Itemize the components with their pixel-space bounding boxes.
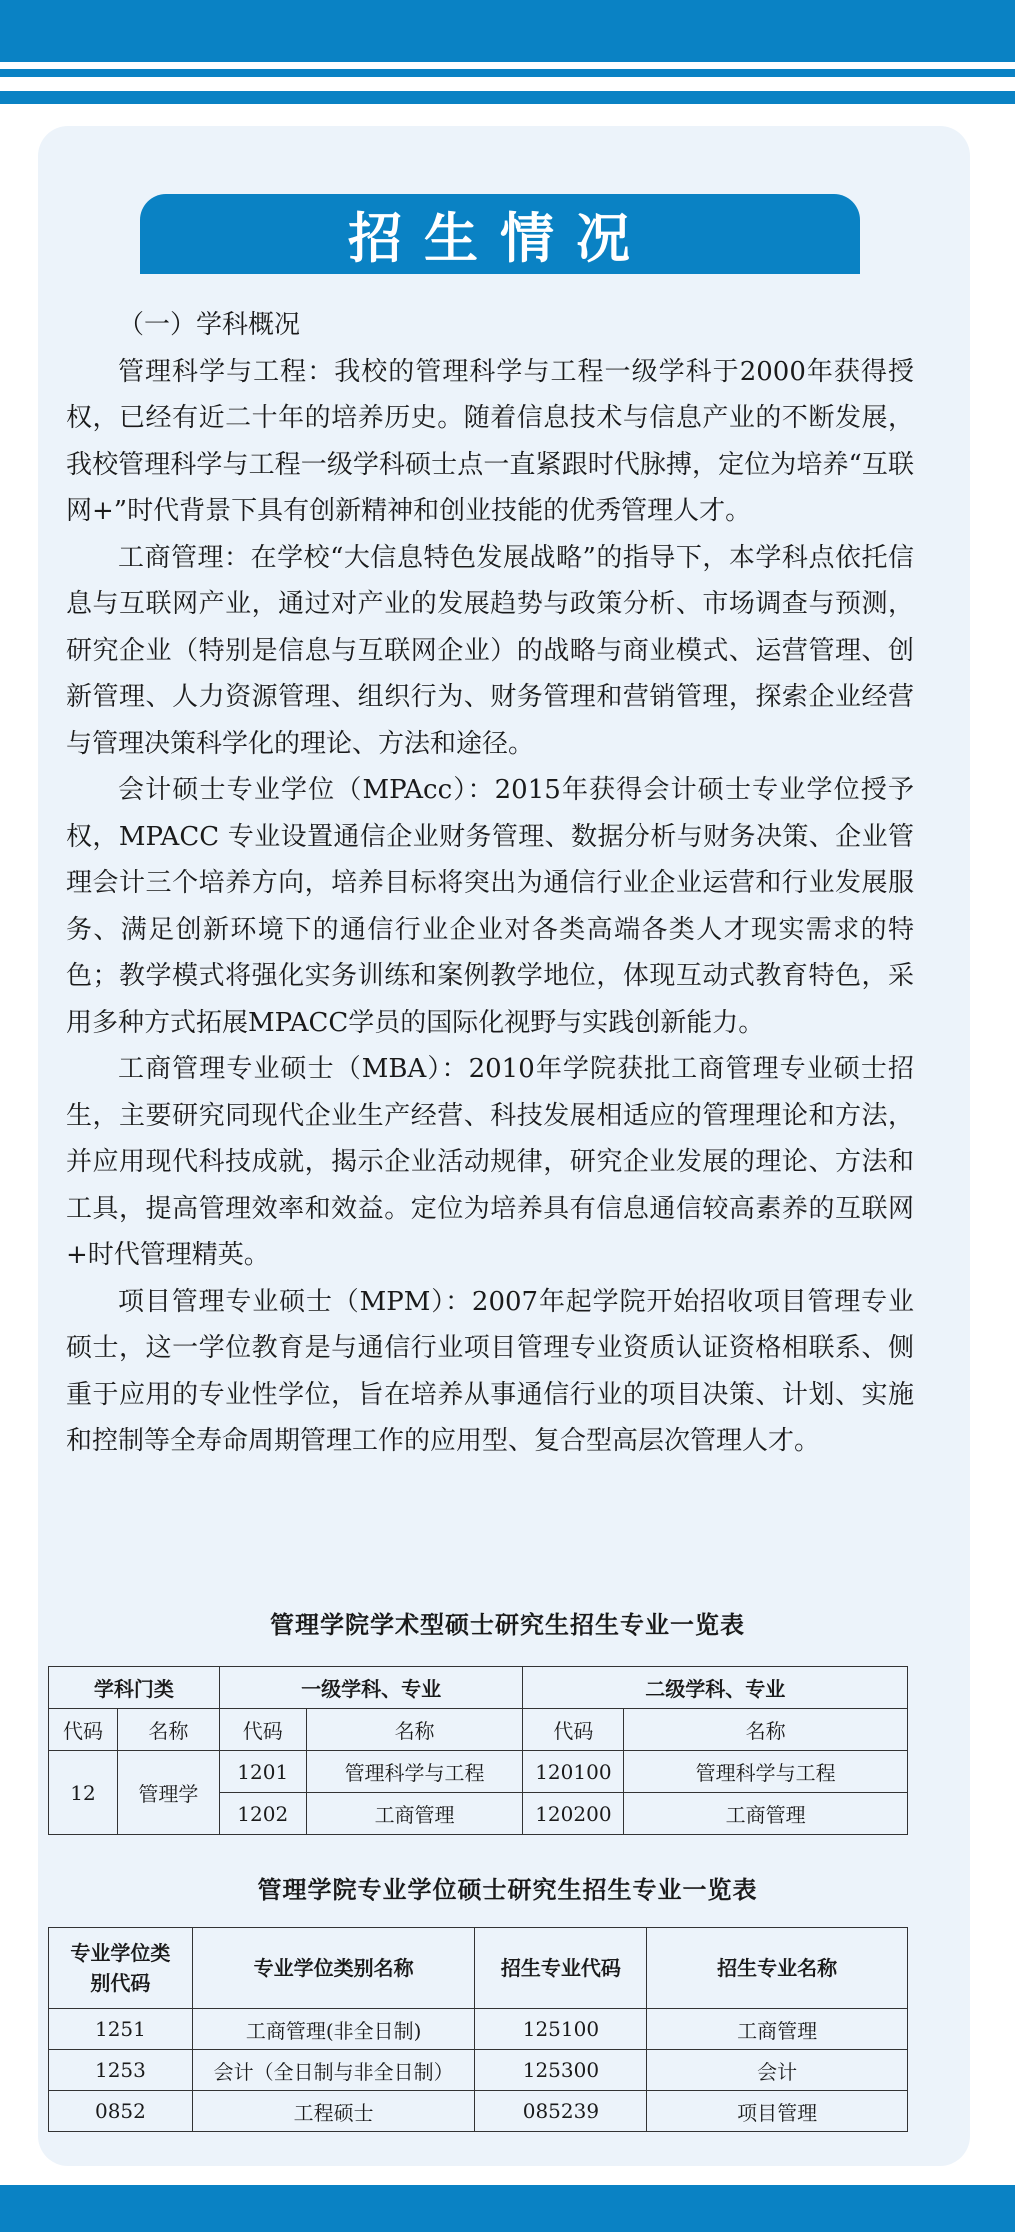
paragraph-mpm: 项目管理专业硕士（MPM）：2007年起学院开始招收项目管理专业硕士，这一学位教育是与通信行业项目管理专业资质认证资格相联系、侧重于应用的专业性学位，旨在培养从事通信行业的项目决策、计划、实施和控制等全寿命周期管理工作的应用型、复合型高层次管理人才。 <box>66 1286 914 1456</box>
top-stripe-thin <box>0 69 1015 77</box>
table-cell: 125100 <box>475 2009 647 2050</box>
table-row <box>49 2091 908 2132</box>
table-header-row <box>49 1667 908 1709</box>
header-cell: 二级学科、专业 <box>523 1667 908 1709</box>
paragraph-business-admin: 工商管理：在学校“大信息特色发展战略”的指导下，本学科点依托信息与互联网产业，通过对产业的发展趋势与政策分析、市场调查与预测，研究企业（特别是信息与互联网企业）的战略与商业模式、运营管理、创新管理、人力资源管理、组织行为、财务管理和营销管理，探索企业经营与管理决策科学化的理论、方法和途径。 <box>66 542 914 759</box>
table2-caption: 管理学院专业学位硕士研究生招生专业一览表 <box>257 1875 758 1904</box>
table-cell: 120200 <box>523 1793 624 1835</box>
table-cell: 120100 <box>523 1751 624 1793</box>
table-cell: 12 <box>49 1751 118 1835</box>
header-cell: 一级学科、专业 <box>219 1667 523 1709</box>
header-cell: 学科门类 <box>49 1667 220 1709</box>
table-subheader-row <box>49 1709 908 1751</box>
table-cell: 1251 <box>49 2009 193 2050</box>
table-cell: 工商管理 <box>647 2009 908 2050</box>
table-cell: 085239 <box>475 2091 647 2132</box>
header-cell: 专业学位类别名称 <box>192 1928 475 2009</box>
top-stripe <box>0 91 1015 104</box>
header-cell: 招生专业代码 <box>475 1928 647 2009</box>
section-heading: （一）学科概况 <box>118 310 301 340</box>
table-cell: 125300 <box>475 2050 647 2091</box>
academic-programs-table <box>48 1666 908 1835</box>
header-cell: 名称 <box>306 1709 523 1751</box>
header-cell: 专业学位类别代码 <box>49 1928 193 2009</box>
top-band <box>0 0 1015 62</box>
table-cell: 会计 <box>647 2050 908 2091</box>
paragraph-mse: 管理科学与工程：我校的管理科学与工程一级学科于2000年获得授权，已经有近二十年的培养历史。随着信息技术与信息产业的不断发展，我校管理科学与工程一级学科硕士点一直紧跟时代脉搏，定位为培养“互联网+”时代背景下具有创新精神和创业技能的优秀管理人才。 <box>66 356 914 526</box>
header-cell: 代码 <box>49 1709 118 1751</box>
bottom-band <box>0 2185 1015 2232</box>
table-row <box>49 2050 908 2091</box>
page-title: 招生情况 <box>348 205 652 270</box>
table-header-row <box>49 1928 908 2009</box>
header-cell: 招生专业名称 <box>647 1928 908 2009</box>
table-cell: 管理科学与工程 <box>624 1751 908 1793</box>
table-cell: 1253 <box>49 2050 193 2091</box>
professional-programs-table <box>48 1927 908 2132</box>
table1-caption: 管理学院学术型硕士研究生招生专业一览表 <box>270 1610 745 1639</box>
table-cell: 工商管理(非全日制) <box>192 2009 475 2050</box>
paragraph-mpacc: 会计硕士专业学位（MPAcc）：2015年获得会计硕士专业学位授予权，MPACC 专业设置通信企业财务管理、数据分析与财务决策、企业管理会计三个培养方向，培养目标将突出为通信行业企业运营和行业发展服务、满足创新环境下的通信行业企业对各类高端各类人才现实需求的特色；教学模式将强化实务训练和案例教学地位，体现互动式教育特色，采用多种方式拓展MPACC学员的国际化视野与实践创新能力。 <box>66 775 914 1038</box>
paragraph-mba: 工商管理专业硕士（MBA）：2010年学院获批工商管理专业硕士招生，主要研究同现代企业生产经营、科技发展相适应的管理理论和方法，并应用现代科技成就，揭示企业活动规律，研究企业发展的理论、方法和工具，提高管理效率和效益。定位为培养具有信息通信较高素养的互联网+时代管理精英。 <box>66 1054 914 1270</box>
table-cell: 0852 <box>49 2091 193 2132</box>
header-cell: 代码 <box>219 1709 306 1751</box>
table-row <box>49 2009 908 2050</box>
table-cell: 工商管理 <box>306 1793 523 1835</box>
table-cell: 管理学 <box>117 1751 219 1835</box>
table-cell: 工程硕士 <box>192 2091 475 2132</box>
table-cell: 工商管理 <box>624 1793 908 1835</box>
table-cell: 管理科学与工程 <box>306 1751 523 1793</box>
header-cell: 名称 <box>624 1709 908 1751</box>
table-cell: 会计（全日制与非全日制） <box>192 2050 475 2091</box>
table-cell: 1201 <box>219 1751 306 1793</box>
header-cell: 名称 <box>117 1709 219 1751</box>
header-cell: 代码 <box>523 1709 624 1751</box>
table-cell: 项目管理 <box>647 2091 908 2132</box>
table-row <box>49 1751 908 1793</box>
body-text <box>66 302 914 1465</box>
table-cell: 1202 <box>219 1793 306 1835</box>
